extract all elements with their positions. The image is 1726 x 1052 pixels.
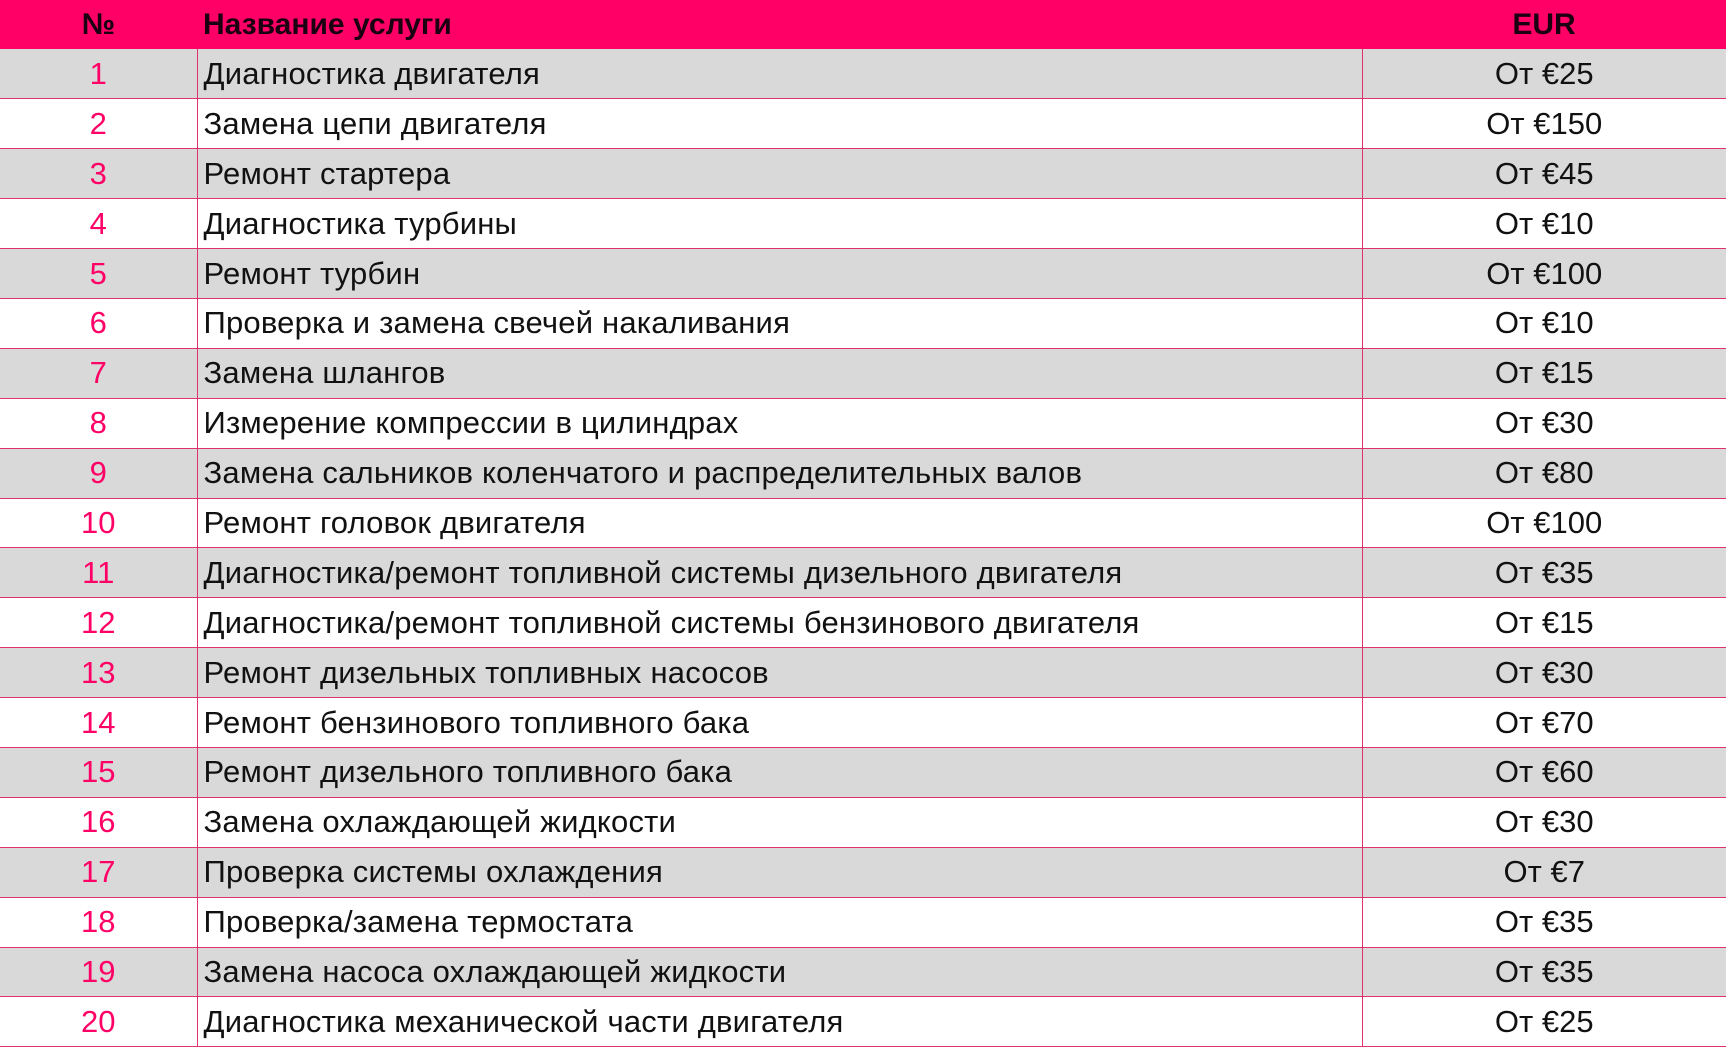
service-price: От €45 [1362,149,1726,199]
row-number: 11 [0,548,197,598]
service-price: От €30 [1362,398,1726,448]
service-price: От €35 [1362,947,1726,997]
row-number: 2 [0,99,197,149]
row-number: 12 [0,598,197,648]
table-row [0,947,1726,997]
service-price: От €100 [1362,498,1726,548]
table-body [0,49,1726,1047]
row-number: 7 [0,348,197,398]
table-row [0,847,1726,897]
service-price: От €10 [1362,199,1726,249]
row-number: 13 [0,648,197,698]
service-price: От €80 [1362,448,1726,498]
service-name: Диагностика механической части двигателя [197,997,1362,1047]
row-number: 14 [0,698,197,748]
service-name: Ремонт головок двигателя [197,498,1362,548]
service-name: Ремонт дизельных топливных насосов [197,648,1362,698]
service-price: От €30 [1362,648,1726,698]
service-price: От €15 [1362,598,1726,648]
service-price: От €25 [1362,997,1726,1047]
table-row [0,747,1726,797]
table-row [0,99,1726,149]
service-price: От €100 [1362,249,1726,299]
service-price: От €30 [1362,797,1726,847]
row-number: 1 [0,49,197,99]
service-name: Замена цепи двигателя [197,99,1362,149]
row-number: 8 [0,398,197,448]
table-row [0,648,1726,698]
header-row [0,0,1726,49]
table-row [0,149,1726,199]
service-price: От €7 [1362,847,1726,897]
service-price: От €25 [1362,49,1726,99]
service-name: Проверка и замена свечей накаливания [197,298,1362,348]
service-name: Диагностика/ремонт топливной системы бензинового двигателя [197,598,1362,648]
header-price: EUR [1512,7,1576,41]
service-name: Диагностика турбины [197,199,1362,249]
service-name: Диагностика двигателя [197,49,1362,99]
table-row [0,398,1726,448]
service-price: От €60 [1362,747,1726,797]
service-name: Диагностика/ремонт топливной системы дизельного двигателя [197,548,1362,598]
service-name: Замена шлангов [197,348,1362,398]
row-number: 10 [0,498,197,548]
service-price: От €15 [1362,348,1726,398]
row-number: 18 [0,897,197,947]
service-price: От €10 [1362,298,1726,348]
service-name: Проверка системы охлаждения [197,847,1362,897]
service-name: Замена сальников коленчатого и распределительных валов [197,448,1362,498]
service-name: Измерение компрессии в цилиндрах [197,398,1362,448]
service-name: Ремонт турбин [197,249,1362,299]
table-row [0,548,1726,598]
row-number: 5 [0,249,197,299]
header-service-name: Название услуги [203,7,452,41]
row-number: 19 [0,947,197,997]
table-row [0,298,1726,348]
service-name: Ремонт бензинового топливного бака [197,698,1362,748]
service-price: От €35 [1362,897,1726,947]
table-row [0,49,1726,99]
row-number: 9 [0,448,197,498]
table-row [0,698,1726,748]
service-name: Замена насоса охлаждающей жидкости [197,947,1362,997]
row-number: 3 [0,149,197,199]
row-number: 15 [0,747,197,797]
table-row [0,348,1726,398]
table-row [0,199,1726,249]
table-row [0,598,1726,648]
table-row [0,249,1726,299]
table-row [0,897,1726,947]
row-number: 20 [0,997,197,1047]
service-name: Ремонт стартера [197,149,1362,199]
row-number: 6 [0,298,197,348]
table-header [0,0,1726,49]
table-row [0,797,1726,847]
header-number: № [81,7,116,41]
table-row [0,448,1726,498]
table-row [0,498,1726,548]
service-name: Проверка/замена термостата [197,897,1362,947]
row-number: 4 [0,199,197,249]
table-row [0,997,1726,1047]
service-price: От €35 [1362,548,1726,598]
service-price: От €70 [1362,698,1726,748]
row-number: 16 [0,797,197,847]
row-number: 17 [0,847,197,897]
service-price: От €150 [1362,99,1726,149]
service-name: Замена охлаждающей жидкости [197,797,1362,847]
service-name: Ремонт дизельного топливного бака [197,747,1362,797]
